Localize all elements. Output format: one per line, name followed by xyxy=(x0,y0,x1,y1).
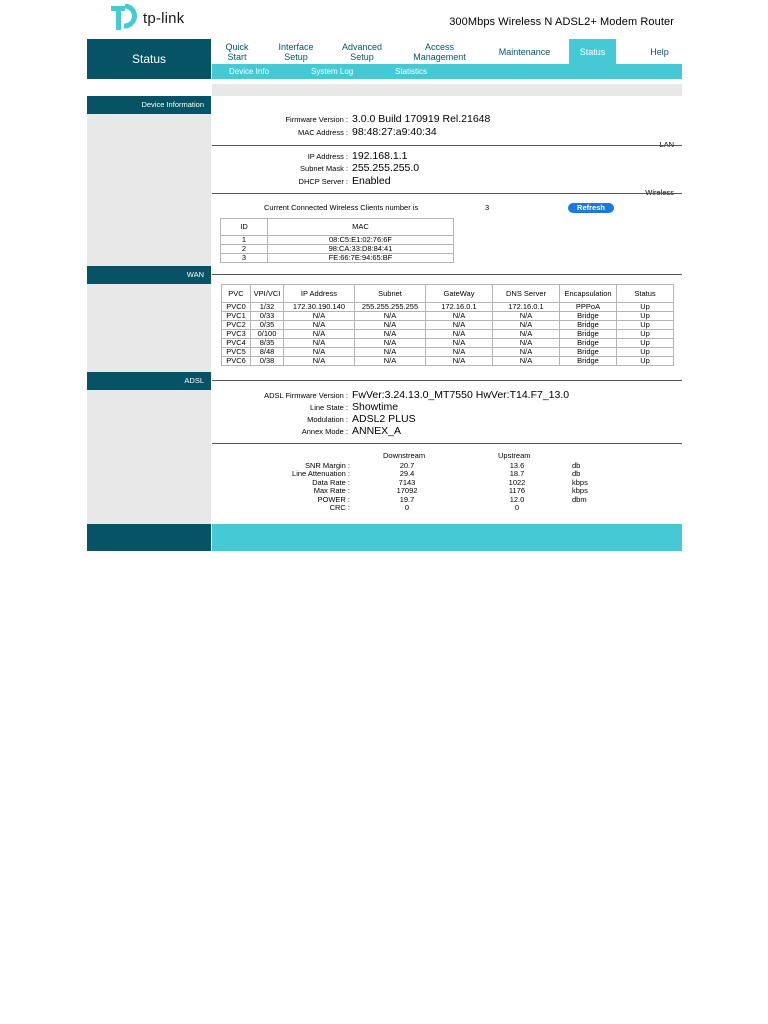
table-row xyxy=(222,339,674,348)
table-cell: N/A xyxy=(284,348,355,357)
table-cell: Up xyxy=(617,303,674,312)
stat-unit: kbps xyxy=(572,486,588,496)
divider xyxy=(212,145,682,146)
mac-label: MAC Address : xyxy=(297,128,348,137)
stat-upstream: 13.6 xyxy=(509,461,525,470)
table-cell: PVC0 xyxy=(222,303,251,312)
upstream-header: Upstream xyxy=(498,451,531,460)
table-header: Subnet xyxy=(355,285,426,303)
firmware-value: 3.0.0 Build 170919 Rel.21648 xyxy=(352,113,491,125)
left-column xyxy=(87,96,211,524)
stat-upstream: 0 xyxy=(514,503,520,512)
sub-nav xyxy=(212,64,682,79)
table-cell: N/A xyxy=(355,312,426,321)
stat-upstream: 1022 xyxy=(508,477,526,487)
stat-downstream: 17092 xyxy=(396,486,418,496)
line-state-label: Line State : xyxy=(310,403,348,412)
refresh-button[interactable]: Refresh xyxy=(568,203,614,213)
table-cell: N/A xyxy=(355,348,426,357)
table-cell: N/A xyxy=(493,330,560,339)
table-cell: Bridge xyxy=(560,357,617,366)
divider xyxy=(212,380,682,381)
table-cell: 172.16.0.1 xyxy=(493,303,560,312)
ip-label: IP Address : xyxy=(307,152,348,161)
table-cell: 1/32 xyxy=(251,303,284,312)
modulation-label: Modulation : xyxy=(307,415,348,424)
table-row xyxy=(222,348,674,357)
table-cell: N/A xyxy=(493,339,560,348)
nav-maintenance[interactable]: Maintenance xyxy=(498,46,551,57)
section-title: Status xyxy=(87,39,211,79)
table-cell: N/A xyxy=(355,357,426,366)
table-row xyxy=(222,312,674,321)
downstream-header: Downstream xyxy=(383,451,426,460)
table-cell: N/A xyxy=(284,330,355,339)
table-header: GateWay xyxy=(426,285,493,303)
line-state-value: Showtime xyxy=(352,401,399,413)
table-cell: Up xyxy=(617,348,674,357)
stat-downstream: 29.4 xyxy=(399,469,415,479)
table-cell: PVC5 xyxy=(222,348,251,357)
table-cell: N/A xyxy=(426,330,493,339)
nav-access-management[interactable]: Access Management xyxy=(413,41,466,62)
table-cell: 0/33 xyxy=(251,312,284,321)
table-header: Encapsulation xyxy=(560,285,617,303)
table-cell: Up xyxy=(617,312,674,321)
dhcp-value: Enabled xyxy=(352,175,391,187)
ip-value: 192.168.1.1 xyxy=(352,150,408,162)
table-header-mac: MAC xyxy=(268,219,454,236)
table-cell: PVC1 xyxy=(222,312,251,321)
table-cell: 8/48 xyxy=(251,348,284,357)
stat-label: Data Rate : xyxy=(312,477,350,487)
table-cell: N/A xyxy=(284,339,355,348)
table-cell: N/A xyxy=(284,357,355,366)
tp-link-logo xyxy=(107,4,184,32)
table-cell: Up xyxy=(617,339,674,348)
stat-label: Max Rate : xyxy=(313,486,350,496)
stat-downstream: 19.7 xyxy=(399,494,415,504)
table-cell: PVC2 xyxy=(222,321,251,330)
table-cell: N/A xyxy=(493,357,560,366)
table-cell: Bridge xyxy=(560,321,617,330)
wireless-clients-table xyxy=(220,218,454,263)
table-cell: N/A xyxy=(426,321,493,330)
stat-unit: kbps xyxy=(572,477,588,487)
wan-table xyxy=(221,284,674,366)
table-header: IP Address xyxy=(284,285,355,303)
table-cell: 08:C5:E1:02:76:6F xyxy=(268,236,454,245)
nav-advanced-setup[interactable]: Advanced Setup xyxy=(341,41,383,62)
subnav-statistics[interactable]: Statistics xyxy=(395,67,428,76)
modulation-value: ADSL2 PLUS xyxy=(352,413,416,425)
table-cell: PPPoA xyxy=(560,303,617,312)
subnav-system-log[interactable]: System Log xyxy=(311,67,354,76)
table-cell: 0/35 xyxy=(251,321,284,330)
table-cell: N/A xyxy=(284,312,355,321)
stat-upstream: 12.0 xyxy=(509,494,525,504)
table-header: Status xyxy=(617,285,674,303)
main-nav xyxy=(212,39,682,64)
subnav-device-info[interactable]: Device Info xyxy=(229,67,270,76)
table-cell: 1 xyxy=(221,236,268,245)
stat-unit: db xyxy=(572,461,581,470)
table-cell: N/A xyxy=(493,348,560,357)
table-cell: Bridge xyxy=(560,339,617,348)
table-cell: Bridge xyxy=(560,330,617,339)
divider xyxy=(212,443,682,444)
table-cell: PVC6 xyxy=(222,357,251,366)
table-cell: N/A xyxy=(426,348,493,357)
model-name: 300Mbps Wireless N ADSL2+ Modem Router xyxy=(449,16,674,28)
table-cell: N/A xyxy=(493,321,560,330)
divider xyxy=(212,193,682,194)
table-cell: 98:CA:33:D8:84:41 xyxy=(268,245,454,254)
mask-value: 255.255.255.0 xyxy=(352,162,420,174)
table-row xyxy=(222,303,674,312)
stat-downstream: 7143 xyxy=(398,477,416,487)
table-header-id: ID xyxy=(221,219,268,236)
table-cell: PVC3 xyxy=(222,330,251,339)
nav-help[interactable]: Help xyxy=(650,46,669,57)
stat-label: Line Attenuation : xyxy=(292,469,350,479)
table-cell: 172.30.190.140 xyxy=(284,303,355,312)
stat-downstream: 0 xyxy=(404,503,410,512)
clients-label: Current Connected Wireless Clients number is xyxy=(264,203,419,212)
table-cell: N/A xyxy=(493,312,560,321)
firmware-label: Firmware Version : xyxy=(285,115,348,124)
top-spacer xyxy=(212,84,682,96)
table-row xyxy=(222,330,674,339)
nav-quick-start[interactable]: Quick Start xyxy=(225,41,249,62)
logo-text: tp-link xyxy=(143,9,185,27)
adsl-fw-value: FwVer:3.24.13.0_MT7550 HwVer:T14.F7_13.0 xyxy=(352,389,570,401)
table-cell: 3 xyxy=(221,254,268,263)
table-cell: 255.255.255.255 xyxy=(355,303,426,312)
dhcp-label: DHCP Server : xyxy=(298,177,348,186)
table-cell: 0/38 xyxy=(251,357,284,366)
table-cell: N/A xyxy=(355,330,426,339)
stat-unit: db xyxy=(572,469,581,479)
table-cell: 8/35 xyxy=(251,339,284,348)
clients-count: 3 xyxy=(485,203,490,212)
table-cell: N/A xyxy=(426,357,493,366)
table-cell: N/A xyxy=(355,321,426,330)
table-header: DNS Server xyxy=(493,285,560,303)
table-cell: Up xyxy=(617,330,674,339)
tp-link-logo-icon xyxy=(107,4,139,32)
table-header: PVC xyxy=(222,285,251,303)
table-cell: Up xyxy=(617,321,674,330)
stat-upstream: 1176 xyxy=(508,486,526,496)
header xyxy=(87,0,682,39)
mac-value: 98:48:27:a9:40:34 xyxy=(352,126,437,138)
divider xyxy=(212,274,682,275)
stat-label: POWER : xyxy=(317,494,350,504)
wan-heading: WAN xyxy=(87,266,211,284)
table-header: VPI/VCI xyxy=(251,285,284,303)
adsl-heading: ADSL xyxy=(87,372,211,390)
footer-right xyxy=(212,524,682,551)
stat-downstream: 20.7 xyxy=(399,461,415,470)
mask-label: Subnet Mask : xyxy=(300,164,348,173)
stat-label: SNR Margin : xyxy=(304,461,350,470)
nav-interface-setup[interactable]: Interface Setup xyxy=(278,41,314,62)
device-info-heading: Device Information xyxy=(87,96,211,114)
stat-label: CRC : xyxy=(329,503,350,512)
table-cell: 2 xyxy=(221,245,268,254)
table-row xyxy=(221,254,454,263)
table-cell: FE:66:7E:94:65:BF xyxy=(268,254,454,263)
table-cell: Bridge xyxy=(560,348,617,357)
router-status-page xyxy=(87,0,682,551)
footer-left xyxy=(87,524,211,551)
table-cell: 0/100 xyxy=(251,330,284,339)
table-cell: N/A xyxy=(426,339,493,348)
adsl-fw-label: ADSL Firmware Version : xyxy=(264,391,348,400)
table-row xyxy=(222,321,674,330)
table-cell: Bridge xyxy=(560,312,617,321)
table-row xyxy=(222,357,674,366)
table-cell: N/A xyxy=(426,312,493,321)
annex-label: Annex Mode : xyxy=(301,427,348,436)
annex-value: ANNEX_A xyxy=(352,425,402,437)
table-cell: N/A xyxy=(355,339,426,348)
table-cell: 172.16.0.1 xyxy=(426,303,493,312)
stat-unit: dbm xyxy=(572,494,587,504)
table-cell: N/A xyxy=(284,321,355,330)
stat-upstream: 18.7 xyxy=(509,469,525,479)
table-cell: Up xyxy=(617,357,674,366)
nav-status[interactable]: Status xyxy=(569,39,616,64)
table-cell: PVC4 xyxy=(222,339,251,348)
